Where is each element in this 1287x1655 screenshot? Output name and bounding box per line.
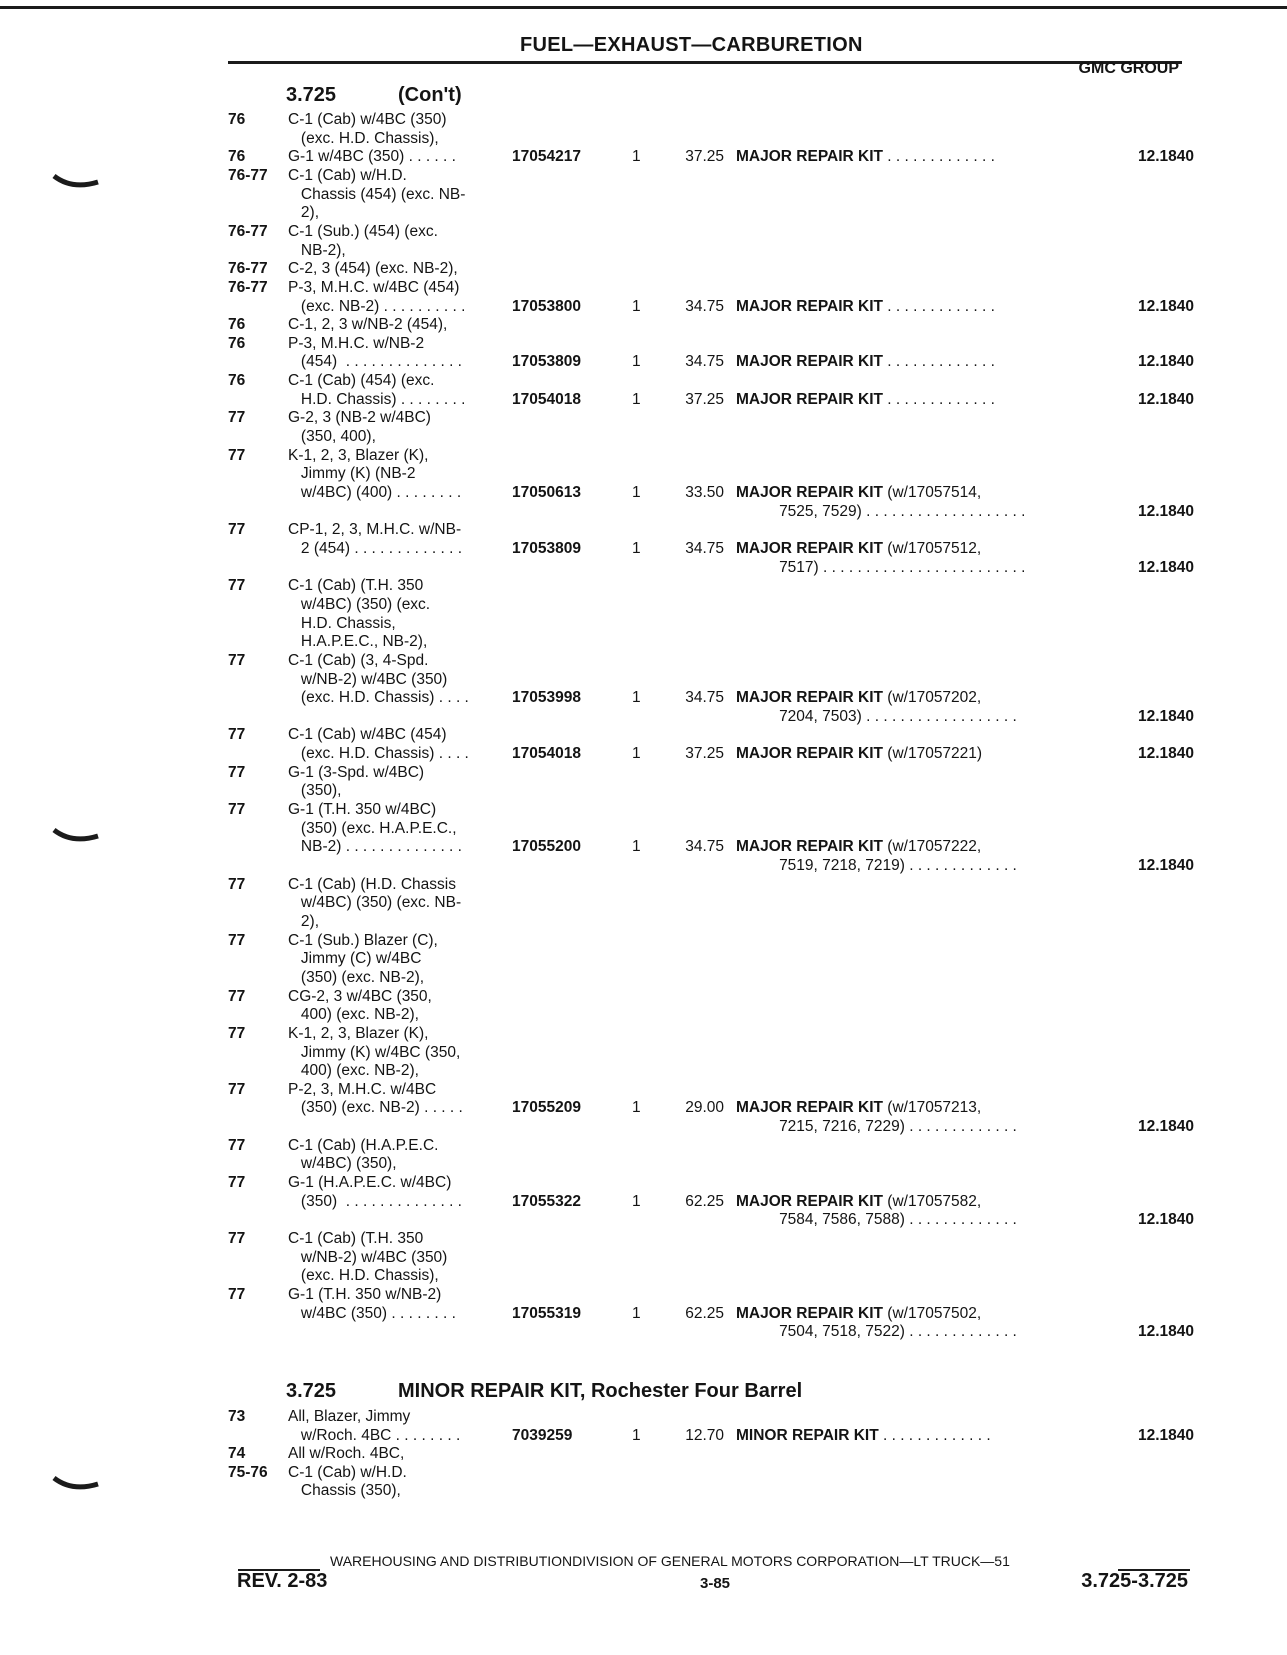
- application: Jimmy (K) (NB-2: [288, 465, 416, 483]
- description: [736, 837, 1096, 856]
- price: 34.75: [685, 297, 724, 315]
- description-detail: 7215, 7216, 7229) . . . . . . . . . . . . .: [736, 1118, 1017, 1136]
- group-code: 12.1840: [1137, 558, 1194, 576]
- application: C-1 (Cab) w/H.D.: [288, 166, 407, 184]
- quantity: 1: [632, 148, 641, 166]
- description-detail: (w/17057514,: [882, 484, 982, 501]
- description: [736, 1117, 1096, 1136]
- application: G-1 w/4BC (350) . . . . . .: [288, 148, 456, 166]
- model-year: 77: [228, 1285, 246, 1303]
- description: [736, 1098, 1096, 1117]
- quantity: 1: [632, 484, 641, 501]
- application: Jimmy (C) w/4BC: [288, 950, 422, 968]
- application: Chassis (454) (exc. NB-: [288, 185, 466, 203]
- binder-hole-mark: [52, 826, 100, 844]
- application: (exc. H.D. Chassis) . . . .: [288, 745, 469, 763]
- revision-label: REV. 2-83: [237, 1570, 328, 1592]
- application: C-1 (Cab) (H.D. Chassis: [288, 875, 456, 893]
- price: 12.70: [685, 1426, 724, 1444]
- application: H.D. Chassis,: [288, 614, 396, 632]
- application: C-1 (Cab) (T.H. 350: [288, 1230, 424, 1247]
- price: 62.25: [685, 1192, 724, 1210]
- quantity: 1: [632, 390, 641, 408]
- section-heading-continued: [286, 84, 462, 107]
- description-title: MAJOR REPAIR KIT: [736, 745, 883, 763]
- model-year: 77: [228, 446, 246, 464]
- part-number: 17055319: [512, 1304, 581, 1322]
- group-code: 12.1840: [1137, 1426, 1194, 1444]
- description-detail: (w/17057213,: [882, 1099, 982, 1117]
- group-code: 12.1840: [1137, 707, 1194, 725]
- application: H.A.P.E.C., NB-2),: [288, 633, 428, 651]
- application: C-1, 2, 3 w/NB-2 (454),: [288, 316, 448, 334]
- description: [736, 1192, 1096, 1211]
- model-year: 76: [228, 148, 246, 166]
- application: C-1 (Cab) w/4BC (454): [288, 726, 447, 744]
- application: C-2, 3 (454) (exc. NB-2),: [288, 260, 458, 278]
- application: 2),: [288, 912, 320, 930]
- application: C-1 (Cab) (454) (exc.: [288, 372, 435, 390]
- model-year: 77: [228, 1024, 246, 1042]
- quantity: 1: [632, 745, 641, 763]
- group-code: 12.1840: [1137, 297, 1194, 315]
- application: C-1 (Cab) (H.A.P.E.C.: [288, 1136, 439, 1154]
- description: [736, 483, 1096, 502]
- application: All, Blazer, Jimmy: [288, 1408, 411, 1425]
- description-title: MAJOR REPAIR KIT: [736, 838, 883, 856]
- model-year: 74: [228, 1445, 246, 1462]
- model-year: 77: [228, 1174, 246, 1192]
- application: (350) . . . . . . . . . . . . . .: [288, 1192, 462, 1210]
- application: w/Roch. 4BC . . . . . . . .: [288, 1426, 461, 1444]
- section-label: (Con't): [398, 84, 462, 106]
- description-detail: 7519, 7218, 7219) . . . . . . . . . . . . .: [736, 857, 1017, 874]
- description: [736, 558, 1096, 577]
- application: C-1 (Cab) (T.H. 350: [288, 577, 424, 595]
- group-code: 12.1840: [1137, 1118, 1194, 1136]
- group-code: 12.1840: [1137, 502, 1194, 520]
- application: G-2, 3 (NB-2 w/4BC): [288, 409, 431, 427]
- description: [736, 744, 1096, 763]
- description: [736, 390, 1096, 409]
- application: C-1 (Cab) (3, 4-Spd.: [288, 651, 429, 669]
- application: All w/Roch. 4BC,: [288, 1445, 405, 1462]
- description: [736, 688, 1096, 707]
- description-detail: 7204, 7503) . . . . . . . . . . . . . . . . . .: [736, 707, 1017, 725]
- part-number: 17053998: [512, 689, 581, 707]
- application: K-1, 2, 3, Blazer (K),: [288, 1024, 429, 1042]
- model-year: 77: [228, 651, 246, 669]
- description-detail: (w/17057222,: [882, 838, 982, 856]
- part-number: 17050613: [512, 484, 581, 501]
- model-year: 77: [228, 409, 246, 427]
- application: (350),: [288, 782, 342, 800]
- page-title: FUEL—EXHAUST—CARBURETION: [520, 34, 863, 56]
- price: 34.75: [685, 838, 724, 856]
- application: G-1 (T.H. 350 w/NB-2): [288, 1285, 442, 1303]
- quantity: 1: [632, 297, 641, 315]
- description-title: MAJOR REPAIR KIT: [736, 1099, 883, 1117]
- application: w/4BC) (350) (exc.: [288, 595, 431, 613]
- model-year: 76-77: [228, 166, 268, 184]
- description-detail: 7525, 7529) . . . . . . . . . . . . . . . . . . .: [736, 502, 1026, 520]
- part-number: 17053809: [512, 539, 581, 557]
- description-detail: . . . . . . . . . . . . .: [882, 148, 995, 166]
- model-year: 77: [228, 1136, 246, 1154]
- application: C-1 (Sub.) Blazer (C),: [288, 931, 438, 949]
- part-number: 17053809: [512, 353, 581, 371]
- description-title: MINOR REPAIR KIT: [736, 1426, 879, 1444]
- model-year: 76-77: [228, 278, 268, 296]
- application: NB-2),: [288, 241, 346, 259]
- description-detail: (w/17057512,: [882, 539, 982, 557]
- description: [736, 352, 1096, 371]
- application: G-1 (3-Spd. w/4BC): [288, 763, 425, 781]
- application: G-1 (H.A.P.E.C. w/4BC): [288, 1174, 452, 1192]
- price: 33.50: [685, 484, 724, 501]
- price: 34.75: [685, 539, 724, 557]
- description-title: MAJOR REPAIR KIT: [736, 297, 883, 315]
- part-number: 17055322: [512, 1192, 581, 1210]
- application: w/4BC) (350) (exc. NB-: [288, 894, 462, 912]
- page-number: 3-85: [700, 1575, 731, 1592]
- model-year: 77: [228, 1230, 246, 1247]
- model-year: 77: [228, 875, 246, 893]
- description-detail: 7517) . . . . . . . . . . . . . . . . . . . . . . . .: [736, 558, 1026, 576]
- group-code: 12.1840: [1137, 148, 1194, 166]
- model-year: 76: [228, 372, 246, 390]
- model-year: 76: [228, 316, 246, 334]
- price: 37.25: [685, 390, 724, 408]
- description-title: MAJOR REPAIR KIT: [736, 148, 883, 166]
- application: P-3, M.H.C. w/4BC (454): [288, 278, 460, 296]
- quantity: 1: [632, 689, 641, 707]
- application: CG-2, 3 w/4BC (350,: [288, 987, 432, 1005]
- part-number: 17054217: [512, 148, 581, 166]
- application: (350) (exc. H.A.P.E.C.,: [288, 819, 457, 837]
- part-number: 17054018: [512, 745, 581, 763]
- description-detail: . . . . . . . . . . . . .: [882, 390, 995, 408]
- description-title: MAJOR REPAIR KIT: [736, 353, 883, 371]
- description-detail: (w/17057202,: [882, 689, 982, 707]
- section-number: 3.725: [286, 1380, 337, 1402]
- description: [736, 856, 1096, 875]
- section-number: 3.725: [286, 84, 337, 106]
- model-year: 76: [228, 334, 246, 352]
- part-number: 17053800: [512, 297, 581, 315]
- model-year: 76-77: [228, 222, 268, 240]
- application: K-1, 2, 3, Blazer (K),: [288, 446, 429, 464]
- description-detail: 7504, 7518, 7522) . . . . . . . . . . . . .: [736, 1323, 1017, 1341]
- part-number: 7039259: [512, 1426, 573, 1444]
- application: CP-1, 2, 3, M.H.C. w/NB-: [288, 521, 462, 539]
- application: C-1 (Sub.) (454) (exc.: [288, 222, 438, 240]
- application: (350, 400),: [288, 428, 376, 446]
- application: (454) . . . . . . . . . . . . . .: [288, 353, 462, 371]
- application: (350) (exc. NB-2),: [288, 968, 425, 986]
- application: G-1 (T.H. 350 w/4BC): [288, 801, 437, 819]
- description: [736, 1210, 1096, 1229]
- price: 29.00: [685, 1099, 724, 1117]
- model-year: 76-77: [228, 260, 268, 278]
- section-heading-minor-repair-kit: [286, 1380, 802, 1403]
- model-year: 77: [228, 726, 246, 744]
- model-year: 75-76: [228, 1463, 268, 1481]
- description-title: MAJOR REPAIR KIT: [736, 689, 883, 707]
- application: (350) (exc. NB-2) . . . . .: [288, 1099, 463, 1117]
- model-year: 77: [228, 987, 246, 1005]
- application: (exc. H.D. Chassis) . . . .: [288, 689, 469, 707]
- part-number: 17055209: [512, 1099, 581, 1117]
- description: [736, 297, 1096, 316]
- group-code: 12.1840: [1137, 1323, 1194, 1341]
- model-year: 76: [228, 111, 246, 128]
- group-code: 12.1840: [1137, 745, 1194, 763]
- footer-publisher: WAREHOUSING AND DISTRIBUTIONDIVISION OF GENERAL MOTORS CORPORATION—LT TRUCK—51: [330, 1553, 1010, 1569]
- model-year: 77: [228, 1080, 246, 1098]
- description-detail: (w/17057582,: [882, 1192, 982, 1210]
- application: 2),: [288, 204, 320, 222]
- application: w/4BC) (350),: [288, 1155, 397, 1173]
- application: C-1 (Cab) w/4BC (350): [288, 111, 447, 128]
- price: 62.25: [685, 1304, 724, 1322]
- quantity: 1: [632, 353, 641, 371]
- application: C-1 (Cab) w/H.D.: [288, 1463, 407, 1481]
- description: [736, 707, 1096, 726]
- group-code: 12.1840: [1137, 1211, 1194, 1229]
- quantity: 1: [632, 539, 641, 557]
- top-edge-line: [0, 6, 1287, 9]
- model-year: 77: [228, 521, 246, 539]
- application: H.D. Chassis) . . . . . . . .: [288, 390, 466, 408]
- group-label: GMC GROUP: [1078, 60, 1179, 77]
- model-year: 77: [228, 801, 246, 819]
- section-label: MINOR REPAIR KIT, Rochester Four Barrel: [398, 1380, 803, 1402]
- application: (exc. H.D. Chassis),: [288, 1267, 439, 1285]
- description-title: MAJOR REPAIR KIT: [736, 1304, 883, 1322]
- group-code: 12.1840: [1137, 390, 1194, 408]
- application: (exc. H.D. Chassis),: [288, 129, 439, 147]
- price: 37.25: [685, 148, 724, 166]
- application: Jimmy (K) w/4BC (350,: [288, 1043, 461, 1061]
- application: NB-2) . . . . . . . . . . . . . .: [288, 838, 462, 856]
- application: w/4BC (350) . . . . . . . .: [288, 1304, 456, 1322]
- description: [736, 1304, 1096, 1323]
- description: [736, 502, 1096, 521]
- header-rule: [228, 61, 1182, 64]
- description-title: MAJOR REPAIR KIT: [736, 484, 883, 501]
- quantity: 1: [632, 1099, 641, 1117]
- quantity: 1: [632, 838, 641, 856]
- description-detail: . . . . . . . . . . . . .: [882, 297, 995, 315]
- application: 400) (exc. NB-2),: [288, 1006, 419, 1024]
- part-number: 17054018: [512, 390, 581, 408]
- group-code: 12.1840: [1137, 353, 1194, 371]
- price: 37.25: [685, 745, 724, 763]
- description-detail: . . . . . . . . . . . . .: [878, 1426, 991, 1444]
- application: 400) (exc. NB-2),: [288, 1062, 419, 1080]
- quantity: 1: [632, 1426, 641, 1444]
- application: P-2, 3, M.H.C. w/4BC: [288, 1080, 437, 1098]
- price: 34.75: [685, 689, 724, 707]
- price: 34.75: [685, 353, 724, 371]
- description-detail: (w/17057221): [882, 745, 983, 763]
- section-range: 3.725-3.725: [1081, 1570, 1188, 1592]
- model-year: 77: [228, 763, 246, 781]
- application: P-3, M.H.C. w/NB-2: [288, 334, 425, 352]
- description-detail: 7584, 7586, 7588) . . . . . . . . . . . . .: [736, 1211, 1017, 1229]
- description: [736, 1322, 1096, 1341]
- binder-hole-mark: [52, 172, 100, 190]
- description-detail: . . . . . . . . . . . . .: [882, 353, 995, 371]
- quantity: 1: [632, 1192, 641, 1210]
- description-title: MAJOR REPAIR KIT: [736, 539, 883, 557]
- description: [736, 539, 1096, 558]
- application: Chassis (350),: [288, 1482, 401, 1499]
- description-title: MAJOR REPAIR KIT: [736, 1192, 883, 1210]
- description: [736, 1426, 1096, 1445]
- application: w/4BC) (400) . . . . . . . .: [288, 484, 462, 501]
- application: 2 (454) . . . . . . . . . . . . .: [288, 539, 462, 557]
- model-year: 73: [228, 1408, 246, 1425]
- application: (exc. NB-2) . . . . . . . . . .: [288, 297, 466, 315]
- binder-hole-mark: [52, 1474, 100, 1492]
- group-code: 12.1840: [1137, 857, 1194, 874]
- quantity: 1: [632, 1304, 641, 1322]
- description-title: MAJOR REPAIR KIT: [736, 390, 883, 408]
- part-number: 17055200: [512, 838, 581, 856]
- model-year: 77: [228, 931, 246, 949]
- description-detail: (w/17057502,: [882, 1304, 982, 1322]
- application: w/NB-2) w/4BC (350): [288, 1248, 448, 1266]
- model-year: 77: [228, 577, 246, 595]
- application: w/NB-2) w/4BC (350): [288, 670, 448, 688]
- description: [736, 147, 1096, 166]
